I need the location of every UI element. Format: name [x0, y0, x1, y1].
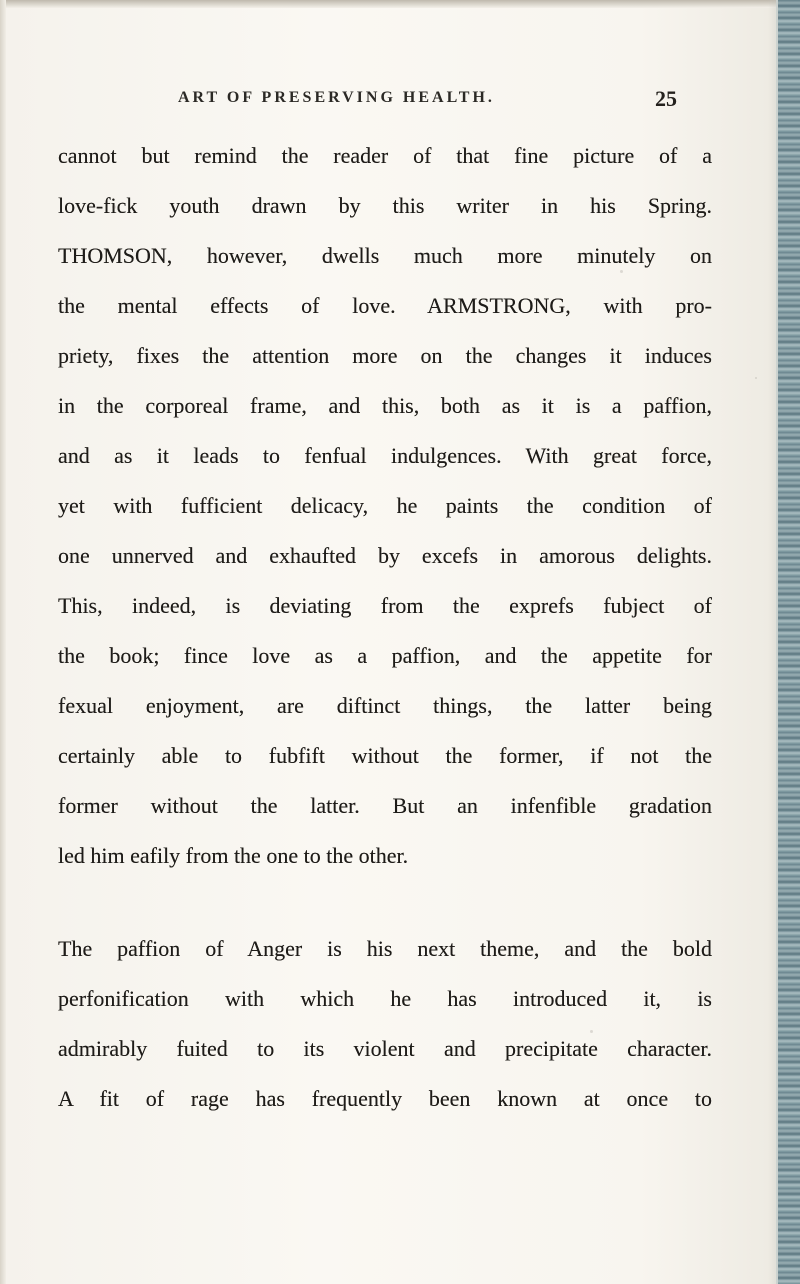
- text-line: cannot but remind the reader of that fine picture of a: [58, 143, 712, 168]
- text-line: former without the latter. But an infenfible gradation: [58, 793, 712, 818]
- page-number: 25: [655, 86, 677, 111]
- text-line: THOMSON, however, dwells much more minutely on: [58, 243, 712, 268]
- paper-speck: [755, 377, 757, 379]
- paper-speck: [112, 205, 116, 209]
- text-line: and as it leads to fenfual indulgences. With great force,: [58, 443, 712, 468]
- text-line: certainly able to fubfift without the former, if not the: [58, 743, 712, 768]
- page-top-edge: [0, 0, 800, 8]
- text-line: fexual enjoyment, are diftinct things, the latter being: [58, 693, 712, 718]
- paper-speck: [590, 1030, 593, 1033]
- page-header: [178, 86, 718, 113]
- text-line: in the corporeal frame, and this, both as it is a paffion,: [58, 393, 712, 418]
- text-line: admirably fuited to its violent and precipitate character.: [58, 1036, 712, 1061]
- text-line: This, indeed, is deviating from the exprefs fubject of: [58, 593, 712, 618]
- text-line: one unnerved and exhaufted by excefs in amorous delights.: [58, 543, 712, 568]
- text-line: love-fick youth drawn by this writer in his Spring.: [58, 193, 712, 218]
- book-binding-edge: [776, 0, 800, 1284]
- text-line: yet with fufficient delicacy, he paints the condition of: [58, 493, 712, 518]
- text-line: perfonification with which he has introduced it, is: [58, 986, 712, 1011]
- page-left-edge: [0, 0, 6, 1284]
- text-line: the mental effects of love. ARMSTRONG, with pro-: [58, 293, 712, 318]
- body-text: [58, 143, 712, 1136]
- text-line: led him eafily from the one to the other.: [58, 843, 409, 868]
- text-line: The paffion of Anger is his next theme, and the bold: [58, 936, 712, 961]
- text-line: priety, fixes the attention more on the changes it induces: [58, 343, 712, 368]
- running-title: ART OF PRESERVING HEALTH.: [178, 89, 495, 106]
- paper-speck: [620, 270, 623, 273]
- text-line: the book; fince love as a paffion, and the appetite for: [58, 643, 712, 668]
- paragraph-gap: [58, 893, 712, 936]
- text-line: A fit of rage has frequently been known at once to: [58, 1086, 712, 1111]
